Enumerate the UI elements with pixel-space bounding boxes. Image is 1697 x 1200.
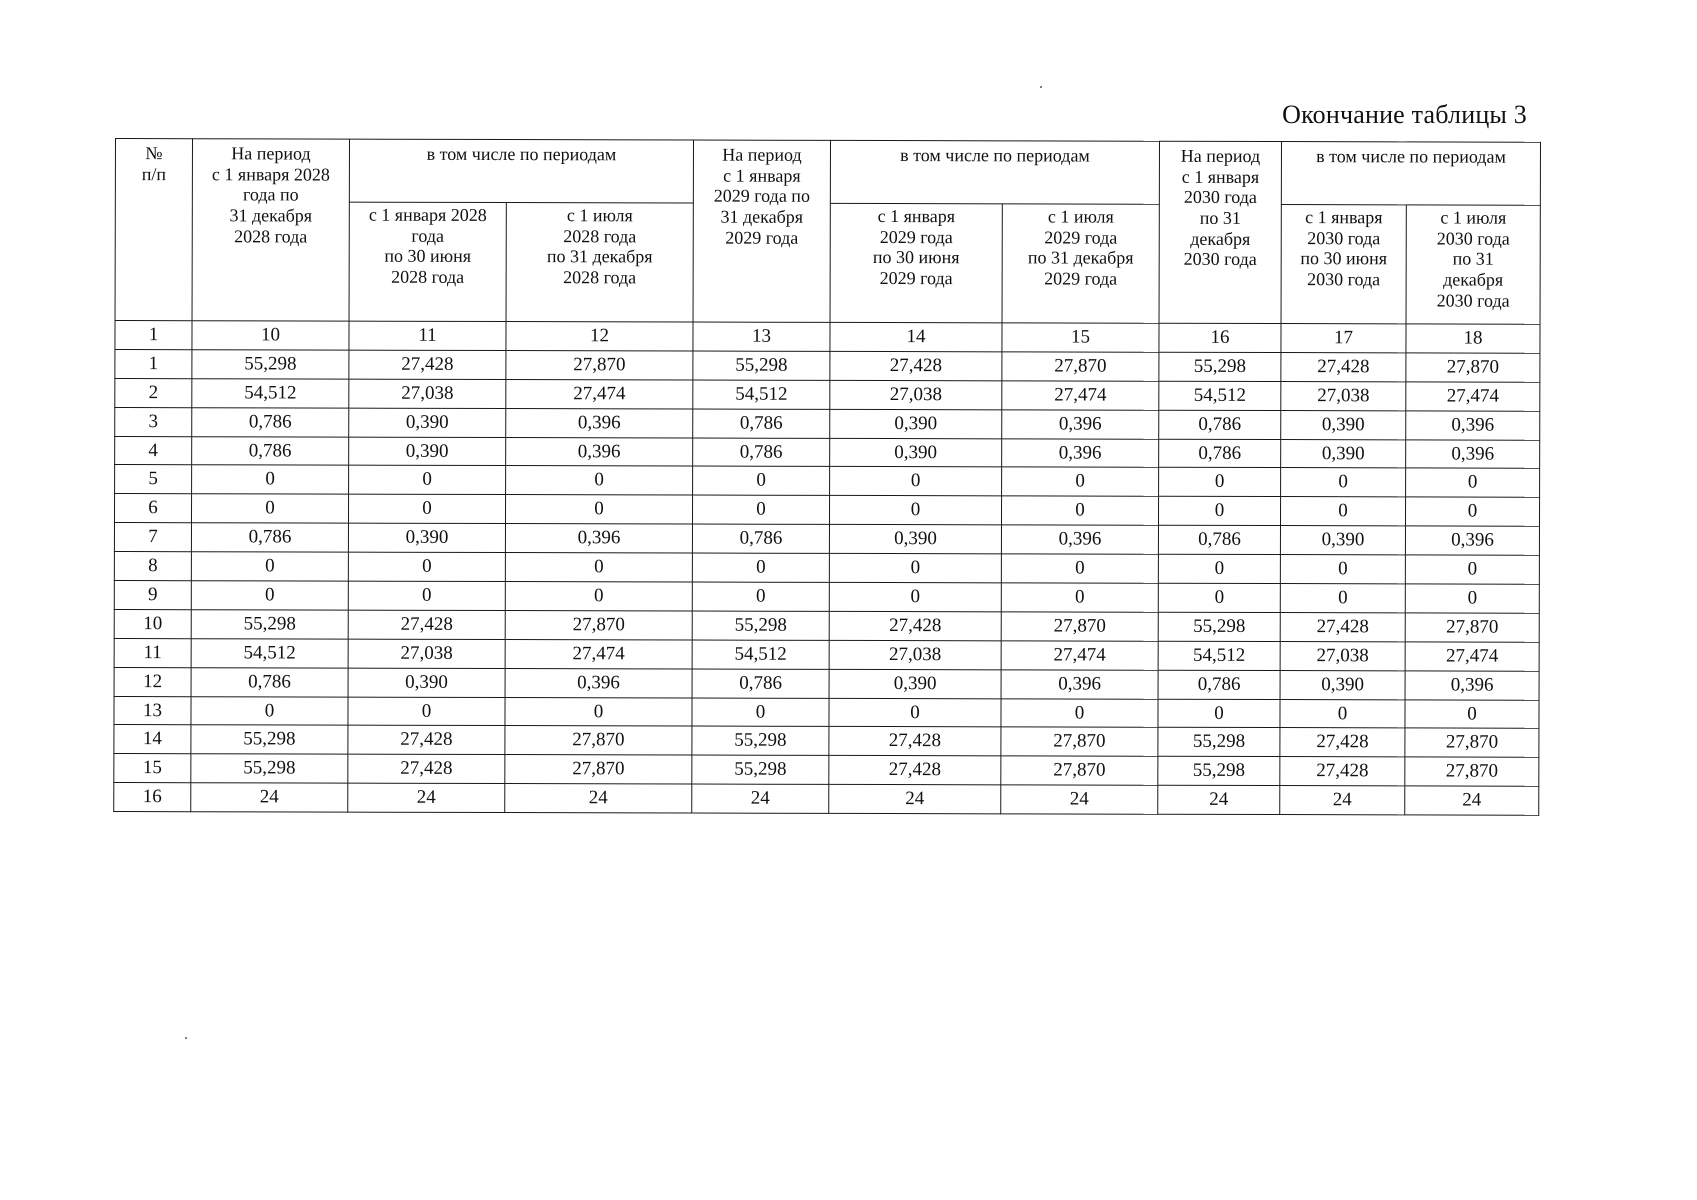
table-cell: 0 (348, 581, 505, 610)
table-cell: 0 (1280, 584, 1405, 613)
table-cell: 24 (829, 785, 1001, 814)
table-cell: 0 (1281, 468, 1406, 497)
table-cell: 0,786 (192, 407, 349, 436)
table-cell: 0 (1158, 699, 1280, 728)
header-including-2029: в том числе по периодам (830, 140, 1159, 204)
table-cell: 0 (1158, 554, 1280, 583)
header-row-number: № п/п (115, 139, 192, 321)
scan-speck (1040, 86, 1042, 88)
table-row (114, 754, 1539, 787)
table-cell: 0 (693, 495, 830, 524)
header-period-2029: На период с 1 января 2029 года по 31 декабря 2029 года (693, 140, 830, 322)
table-cell: 0,390 (1280, 526, 1405, 555)
table-cell: 0 (1280, 555, 1405, 584)
table-cell: 0,390 (830, 409, 1002, 438)
table-cell: 54,512 (693, 380, 830, 409)
table-cell: 55,298 (693, 351, 830, 380)
table-cell: 55,298 (692, 755, 829, 784)
table-cell: 0,786 (191, 667, 348, 696)
column-number: 12 (506, 322, 693, 351)
table-cell: 27,870 (506, 350, 693, 379)
row-number-cell: 9 (114, 581, 191, 610)
table-cell: 0,786 (1159, 410, 1281, 439)
column-number: 10 (192, 321, 349, 350)
column-number: 15 (1002, 323, 1159, 352)
table-cell: 55,298 (191, 725, 348, 754)
table-cell: 0,390 (829, 525, 1001, 554)
table-cell: 24 (505, 784, 692, 813)
table-cell: 27,870 (1001, 727, 1158, 756)
table-cell: 27,870 (505, 726, 692, 755)
header-period-2028: На период с 1 января 2028 года по 31 декабря 2028 года (192, 139, 349, 321)
data-table (113, 138, 1541, 816)
table-cell: 55,298 (1158, 757, 1280, 786)
table-cell: 0,396 (1002, 409, 1159, 438)
table-cell: 27,428 (349, 350, 506, 379)
column-numbers-row (115, 321, 1540, 354)
table-cell: 0 (1002, 467, 1159, 496)
table-cell: 0,396 (1405, 671, 1539, 700)
table-cell: 27,870 (1405, 757, 1539, 786)
table-cell: 0 (505, 495, 692, 524)
table-cell: 0,396 (505, 524, 692, 553)
table-cell: 0 (191, 494, 348, 523)
column-number: 11 (349, 321, 506, 350)
table-cell: 0 (1158, 583, 1280, 612)
table-cell: 0,396 (1001, 525, 1158, 554)
column-number: 14 (830, 322, 1002, 351)
table-row (114, 667, 1539, 700)
table-cell: 27,428 (829, 727, 1001, 756)
table-cell: 24 (191, 783, 348, 812)
row-number-cell: 3 (115, 407, 192, 436)
table-cell: 54,512 (192, 378, 349, 407)
table-cell: 0 (829, 553, 1001, 582)
table-cell: 27,428 (1281, 352, 1406, 381)
table-cell: 0,786 (191, 523, 348, 552)
row-number-cell: 1 (115, 349, 192, 378)
table-cell: 0 (506, 466, 693, 495)
table-cell: 27,038 (1280, 641, 1405, 670)
table-cell: 24 (348, 783, 505, 812)
table-cell: 0 (1281, 497, 1406, 526)
table-cell: 27,474 (1002, 381, 1159, 410)
row-number-cell: 12 (114, 667, 191, 696)
table-cell: 0 (692, 698, 829, 727)
table-cell: 0 (505, 553, 692, 582)
row-number-cell: 16 (114, 783, 191, 812)
table-cell: 0 (1001, 554, 1158, 583)
table-cell: 0 (1405, 699, 1539, 728)
column-number: 17 (1281, 324, 1406, 353)
table-row (114, 609, 1539, 642)
column-number: 16 (1159, 323, 1281, 352)
table-cell: 0,396 (1001, 670, 1158, 699)
table-cell: 27,474 (1406, 382, 1540, 411)
table-cell: 0,396 (1002, 438, 1159, 467)
table-row (114, 581, 1539, 614)
table-cell: 27,428 (348, 610, 505, 639)
table-row (114, 696, 1539, 729)
table-cell: 0,390 (1280, 670, 1405, 699)
table-cell: 0,396 (505, 668, 692, 697)
table-cell: 54,512 (1159, 381, 1281, 410)
row-number-cell: 7 (114, 523, 191, 552)
table-cell: 0 (1159, 468, 1281, 497)
table-row (114, 552, 1539, 585)
table-cell: 0 (505, 697, 692, 726)
table-cell: 0 (829, 698, 1001, 727)
table-row (114, 783, 1539, 816)
row-number-cell: 5 (115, 465, 192, 494)
table-cell: 0 (191, 581, 348, 610)
table-cell: 54,512 (692, 640, 829, 669)
table-cell: 0 (692, 553, 829, 582)
table-cell: 55,298 (1158, 612, 1280, 641)
table-cell: 0 (830, 496, 1002, 525)
table-cell: 0 (1406, 468, 1540, 497)
header-2029-second-half: с 1 июля 2029 года по 31 декабря 2029 года (1002, 204, 1159, 323)
table-cell: 27,428 (829, 756, 1001, 785)
table-cell: 0 (692, 582, 829, 611)
column-number: 18 (1406, 324, 1540, 353)
table-cell: 27,428 (830, 351, 1002, 380)
table-cell: 0,786 (692, 669, 829, 698)
table-cell: 24 (1158, 785, 1280, 814)
table-cell: 0 (1405, 584, 1539, 613)
table-cell: 27,870 (1405, 613, 1539, 642)
scan-speck (185, 1037, 187, 1039)
table-cell: 0,390 (1281, 410, 1406, 439)
table-cell: 0 (191, 552, 348, 581)
table-row (115, 465, 1540, 498)
table-cell: 0 (505, 582, 692, 611)
table-cell: 0,396 (506, 408, 693, 437)
table-cell: 27,474 (1001, 641, 1158, 670)
table-cell: 0,390 (348, 523, 505, 552)
table-cell: 0,390 (349, 408, 506, 437)
table-row (115, 407, 1540, 440)
table-cell: 0,396 (1405, 526, 1539, 555)
row-number-cell: 2 (115, 378, 192, 407)
header-2028-second-half: с 1 июля 2028 года по 31 декабря 2028 года (506, 203, 693, 322)
table-cell: 27,428 (1280, 728, 1405, 757)
table-cell: 27,870 (1001, 612, 1158, 641)
header-2029-first-half: с 1 января 2029 года по 30 июня 2029 года (830, 203, 1002, 322)
table-cell: 0 (829, 582, 1001, 611)
table-cell: 27,474 (506, 379, 693, 408)
table-cell: 0,390 (829, 669, 1001, 698)
table-cell: 27,428 (1280, 612, 1405, 641)
table-cell: 55,298 (1158, 728, 1280, 757)
table-cell: 27,870 (505, 610, 692, 639)
table-cell: 0 (1002, 496, 1159, 525)
table-cell: 0,396 (506, 437, 693, 466)
table-cell: 24 (692, 784, 829, 813)
table-cell: 27,428 (1280, 757, 1405, 786)
table-cell: 0 (348, 552, 505, 581)
table-cell: 54,512 (1158, 641, 1280, 670)
table-cell: 0,786 (692, 524, 829, 553)
header-including-2028: в том числе по периодам (349, 139, 693, 203)
table-row (114, 638, 1539, 671)
header-including-2030: в том числе по периодам (1281, 142, 1540, 206)
table-cell: 55,298 (1159, 352, 1281, 381)
table-row (115, 349, 1540, 382)
table-cell: 0 (348, 494, 505, 523)
header-period-2030: На период с 1 января 2030 года по 31 декабря 2030 года (1159, 141, 1281, 323)
row-number-cell: 6 (114, 494, 191, 523)
row-number-cell: 10 (114, 609, 191, 638)
table-cell: 0 (693, 466, 830, 495)
table-cell: 0,396 (1406, 411, 1540, 440)
table-cell: 27,038 (349, 379, 506, 408)
table-cell: 0 (349, 466, 506, 495)
table-cell: 27,870 (505, 755, 692, 784)
table-cell: 27,428 (348, 754, 505, 783)
table-cell: 0 (192, 465, 349, 494)
header-2028-first-half: с 1 января 2028 года по 30 июня 2028 года (349, 202, 506, 321)
table-cell: 0,396 (1406, 439, 1540, 468)
table-cell: 24 (1405, 786, 1539, 815)
table-caption: Окончание таблицы 3 (1282, 100, 1527, 129)
table-cell: 0,390 (1281, 439, 1406, 468)
table-cell: 0 (1405, 555, 1539, 584)
table-cell: 27,870 (1406, 353, 1540, 382)
header-2030-first-half: с 1 января 2030 года по 30 июня 2030 года (1281, 205, 1406, 324)
row-number-cell: 13 (114, 696, 191, 725)
table-cell: 27,038 (830, 380, 1002, 409)
table-cell: 27,870 (1002, 352, 1159, 381)
table-cell: 24 (1001, 785, 1158, 814)
table-cell: 27,038 (1281, 381, 1406, 410)
table-cell: 54,512 (191, 638, 348, 667)
table-row (115, 378, 1540, 411)
header-2030-second-half: с 1 июля 2030 года по 31 декабря 2030 года (1406, 205, 1540, 324)
table-cell: 0,390 (348, 668, 505, 697)
table-cell: 0,786 (1158, 670, 1280, 699)
row-number-cell: 14 (114, 725, 191, 754)
table-cell: 27,038 (348, 639, 505, 668)
table-cell: 0 (830, 467, 1002, 496)
row-number-cell: 11 (114, 638, 191, 667)
column-number: 13 (693, 322, 830, 351)
table-cell: 55,298 (192, 350, 349, 379)
table-cell: 27,428 (348, 726, 505, 755)
table-cell: 55,298 (191, 610, 348, 639)
table-cell: 27,038 (829, 640, 1001, 669)
table-cell: 0,786 (693, 438, 830, 467)
table-cell: 27,870 (1001, 756, 1158, 785)
table-cell: 0 (1159, 497, 1281, 526)
table-cell: 0 (1280, 699, 1405, 728)
table-cell: 0,786 (1159, 439, 1281, 468)
table-cell: 0,390 (830, 438, 1002, 467)
column-number: 1 (115, 321, 192, 350)
table-cell: 0 (348, 697, 505, 726)
table-row (114, 725, 1539, 758)
table-row (114, 523, 1539, 556)
table-cell: 0 (1001, 583, 1158, 612)
table-cell: 27,474 (1405, 642, 1539, 671)
table-cell: 0,786 (192, 436, 349, 465)
table-cell: 0 (1406, 497, 1540, 526)
table-row (115, 436, 1540, 469)
table-cell: 0 (191, 696, 348, 725)
table-row (114, 494, 1539, 527)
table-cell: 27,428 (829, 611, 1001, 640)
table-cell: 0,786 (693, 409, 830, 438)
table-cell: 27,474 (505, 639, 692, 668)
table-cell: 0,786 (1158, 525, 1280, 554)
table-cell: 24 (1280, 786, 1405, 815)
table-cell: 55,298 (191, 754, 348, 783)
table-cell: 55,298 (692, 611, 829, 640)
table-cell: 0,390 (349, 437, 506, 466)
row-number-cell: 15 (114, 754, 191, 783)
row-number-cell: 8 (114, 552, 191, 581)
table-cell: 55,298 (692, 726, 829, 755)
row-number-cell: 4 (115, 436, 192, 465)
table-cell: 0 (1001, 698, 1158, 727)
table-cell: 27,870 (1405, 728, 1539, 757)
